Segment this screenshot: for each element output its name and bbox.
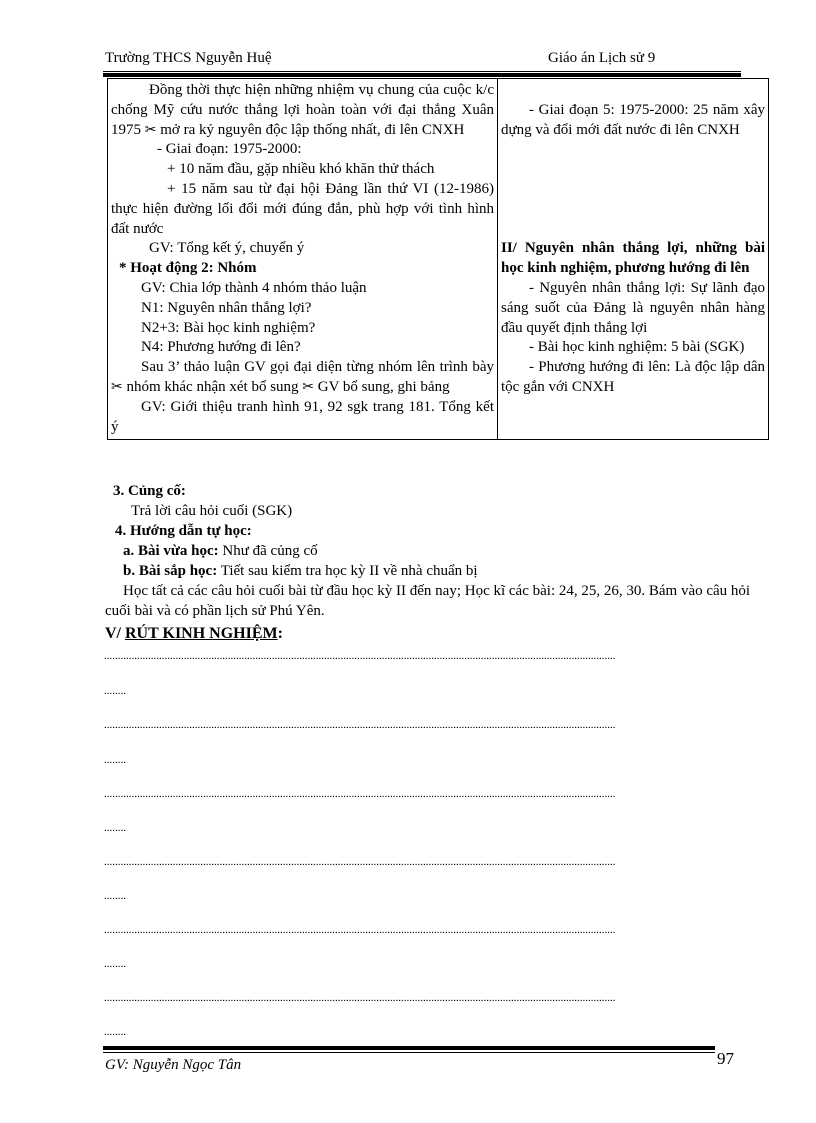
teacher-name: GV: Nguyễn Ngọc Tân	[105, 1057, 242, 1073]
guide-note: Học tất cả các câu hỏi cuối bài từ đầu học kỳ II đến nay; Học kĩ các bài: 24, 25, 26, 30. Bám vào câu hỏi cuối bài và có phần lịch sử Phú Yên.	[105, 583, 751, 619]
guide-title: 4. Hướng dẫn tự học:	[115, 523, 252, 539]
dotted-line: ..........................................................................................................................................................................................	[104, 924, 616, 936]
direction-forward: - Phương hướng đi lên: Là độc lập dân tộc gắn với CNXH	[501, 359, 765, 395]
guide-item-a: a. Bài vừa học: Như đã củng cố	[123, 543, 318, 559]
header-rule-thin	[103, 71, 741, 72]
lesson-table	[107, 78, 769, 440]
page-header	[105, 50, 741, 70]
guide-item-b: b. Bài sắp học: Tiết sau kiểm tra học kỳ II về nhà chuẩn bị	[123, 563, 478, 579]
arrow-symbol-icon: ✂	[144, 121, 157, 138]
paragraph-discussion: Sau 3’ thảo luận GV gọi đại diện từng nhóm lên trình bày ✂ nhóm khác nhận xét bổ sung ✂ GV bổ sung, ghi bảng	[111, 359, 494, 395]
dotted-line-short: ........	[104, 754, 126, 766]
lesson-content-column	[498, 79, 769, 440]
dotted-line-short: ........	[104, 958, 126, 970]
school-name: Trường THCS Nguyễn Huệ	[105, 50, 272, 66]
page-number: 97	[717, 1049, 734, 1068]
footer-rule-thin	[103, 1052, 715, 1053]
paragraph-pictures: GV: Giới thiệu tranh hình 91, 92 sgk trang 181. Tổng kết ý	[111, 398, 494, 435]
experience-heading: V/ RÚT KINH NGHIỆM:	[105, 625, 283, 642]
paragraph-next-years: + 15 năm sau từ đại hội Đảng lần thứ VI (12-1986) thực hiện đường lối đổi mới đúng đắn, phù hợp với tình hình đất nước	[111, 180, 494, 237]
dotted-line-short: ........	[104, 1026, 126, 1038]
lessons-learned: - Bài học kinh nghiệm: 5 bài (SGK)	[529, 339, 745, 356]
dotted-line: ..........................................................................................................................................................................................	[104, 719, 616, 731]
teacher-activities-column	[108, 79, 498, 440]
dotted-line-short: ........	[104, 890, 126, 902]
consolidate-section	[105, 481, 755, 621]
paragraph-first-decade: + 10 năm đầu, gặp nhiều khó khăn thử thách	[167, 161, 435, 178]
consolidate-title: 3. Củng cố:	[113, 483, 186, 499]
paragraph-overview: Đồng thời thực hiện những nhiệm vụ chung của cuộc k/c chống Mỹ cứu nước thắng lợi hoàn toàn với đại thắng Xuân 1975 ✂ mở ra kỷ nguyên độc lập thống nhất, đi lên CNXH	[111, 82, 494, 138]
activity-heading: * Hoạt động 2: Nhóm	[119, 260, 257, 277]
paragraph-groups: GV: Chia lớp thành 4 nhóm thảo luận	[141, 279, 367, 296]
group-n4: N4: Phương hướng đi lên?	[141, 339, 301, 356]
paragraph-summary: GV: Tổng kết ý, chuyển ý	[149, 240, 305, 257]
subject-title: Giáo án Lịch sử 9	[548, 50, 656, 66]
dotted-line: ..........................................................................................................................................................................................	[104, 856, 616, 868]
dotted-line-short: ........	[104, 685, 126, 697]
footer-rule-thick	[103, 1046, 715, 1050]
arrow-symbol-icon: ✂	[302, 378, 315, 395]
paragraph-stage: - Giai đoạn: 1975-2000:	[157, 141, 302, 158]
dotted-line-short: ........	[104, 822, 126, 834]
group-n23: N2+3: Bài học kinh nghiệm?	[141, 319, 316, 336]
dotted-line: ..........................................................................................................................................................................................	[104, 788, 616, 800]
arrow-symbol-icon: ✂	[111, 378, 123, 395]
group-n1: N1: Nguyên nhân thắng lợi?	[141, 299, 312, 316]
header-rule-thick	[103, 73, 741, 77]
consolidate-text: Trả lời câu hỏi cuối (SGK)	[131, 503, 293, 519]
section-ii-heading: II/ Nguyên nhân thắng lợi, những bài học kinh nghiệm, phương hướng đi lên	[501, 240, 765, 277]
dotted-line: ..........................................................................................................................................................................................	[104, 992, 616, 1004]
victory-reason: - Nguyên nhân thắng lợi: Sự lãnh đạo sáng suốt của Đảng là nguyên nhân hàng đầu quyết định thắng lợi	[501, 279, 765, 336]
dotted-line: ..........................................................................................................................................................................................	[104, 650, 616, 662]
stage5-text: - Giai đoạn 5: 1975-2000: 25 năm xây dựng và đổi mới đất nước đi lên CNXH	[501, 101, 765, 138]
